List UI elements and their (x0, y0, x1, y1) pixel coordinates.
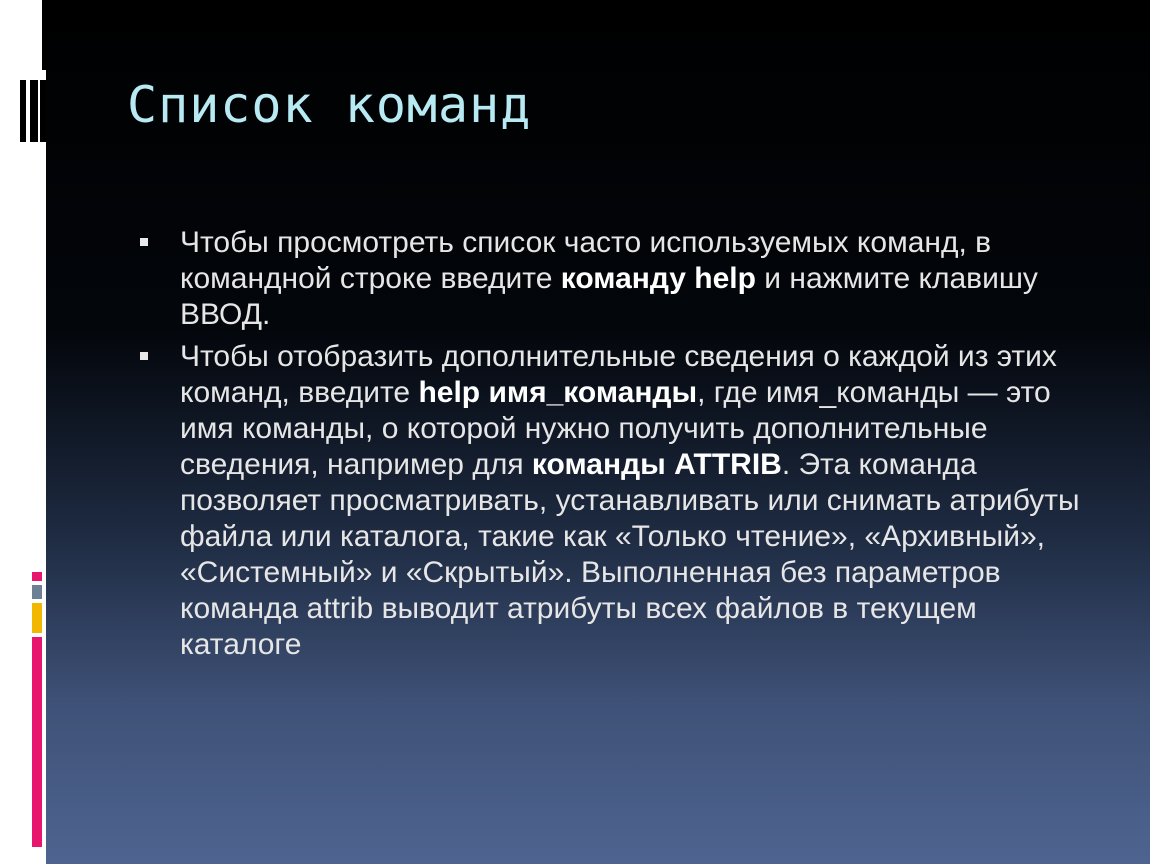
black-block-2 (40, 80, 46, 142)
bullet-text: и нажмите клавишу ВВОД. (180, 262, 1038, 331)
bullet-text: Чтобы просмотреть список часто используемых команд, в командной строке введите (180, 226, 992, 295)
bold-text: help имя_команды (418, 376, 698, 409)
slide-content (136, 225, 1096, 669)
decorative-bars (0, 0, 46, 864)
black-block-3 (20, 80, 26, 142)
bullet-marker-icon (140, 352, 148, 360)
bullet-item-help (136, 225, 1096, 333)
accent-gray (32, 585, 42, 599)
bullet-text: , где имя_команды — это имя команды, о которой нужно получить дополнительные сведения, например для (180, 376, 1051, 481)
top-black-bar (42, 0, 46, 70)
accent-pink-small (32, 572, 42, 581)
bold-text: команду help (560, 262, 756, 295)
bold-text: команды ATTRIB (531, 448, 782, 481)
bullet-text: . Эта команда позволяет просматривать, устанавливать или снимать атрибуты файла или каталога, такие как «Только чтение», «Архивный», «Системный» и «Скрытый». Выполненная без параметров команда attrib выводит атрибуты всех файлов в текущем каталоге (180, 448, 1080, 661)
accent-pink-long (32, 637, 42, 847)
accent-yellow (32, 603, 42, 633)
slide-title: Список команд (127, 76, 532, 134)
bullet-item-help-command (136, 339, 1096, 663)
bullet-marker-icon (140, 238, 148, 246)
black-block-1 (30, 80, 38, 142)
bullet-text: Чтобы отобразить дополнительные сведения о каждой из этих команд, введите (180, 340, 1057, 409)
